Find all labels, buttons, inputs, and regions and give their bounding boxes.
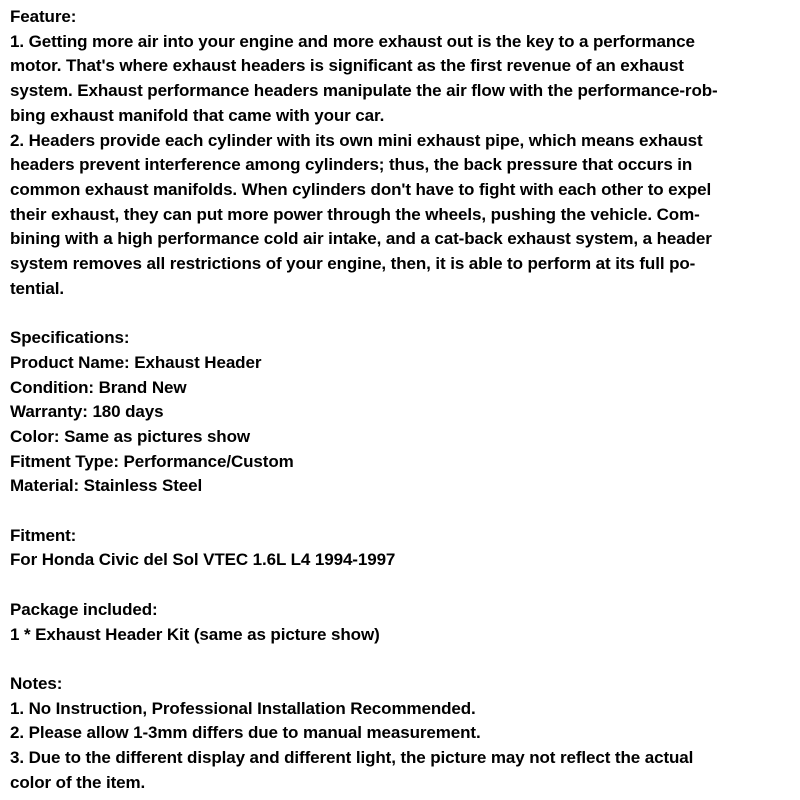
text-line: 1 * Exhaust Header Kit (same as picture show) <box>10 624 380 644</box>
text-line: system. Exhaust performance headers manipulate the air flow with the performance-rob- <box>10 81 718 101</box>
section-feature <box>10 5 800 301</box>
text-line: bining with a high performance cold air intake, and a cat-back exhaust system, a header <box>10 229 712 249</box>
text-line: Product Name: Exhaust Header <box>10 352 262 372</box>
text-line: 1. Getting more air into your engine and more exhaust out is the key to a performance <box>10 31 695 51</box>
section-heading: Fitment: <box>10 525 77 545</box>
text-line: Warranty: 180 days <box>10 402 164 422</box>
text-line: Fitment Type: Performance/Custom <box>10 451 294 471</box>
section-heading: Notes: <box>10 673 63 693</box>
section-notes <box>10 672 800 796</box>
section-package-included <box>10 598 800 647</box>
text-line: 2. Headers provide each cylinder with its own mini exhaust pipe, which means exhaust <box>10 130 703 150</box>
text-line: bing exhaust manifold that came with your car. <box>10 105 385 125</box>
section-heading: Specifications: <box>10 328 130 348</box>
text-line: 2. Please allow 1-3mm differs due to manual measurement. <box>10 723 481 743</box>
text-line: color of the item. <box>10 772 146 792</box>
text-line: 3. Due to the different display and different light, the picture may not reflect the actual <box>10 748 694 768</box>
text-line: tential. <box>10 278 64 298</box>
text-line: their exhaust, they can put more power through the wheels, pushing the vehicle. Com- <box>10 204 700 224</box>
text-line: Color: Same as pictures show <box>10 426 250 446</box>
section-heading: Feature: <box>10 7 77 26</box>
text-line: common exhaust manifolds. When cylinders don't have to fight with each other to expel <box>10 179 712 199</box>
section-fitment <box>10 524 800 573</box>
text-line: motor. That's where exhaust headers is significant as the first revenue of an exhaust <box>10 56 684 76</box>
section-specifications <box>10 326 800 499</box>
text-line: Condition: Brand New <box>10 377 187 397</box>
text-line: headers prevent interference among cylinders; thus, the back pressure that occurs in <box>10 155 693 175</box>
section-heading: Package included: <box>10 599 158 619</box>
text-line: For Honda Civic del Sol VTEC 1.6L L4 1994-1997 <box>10 550 396 570</box>
text-line: Material: Stainless Steel <box>10 476 203 496</box>
text-line: 1. No Instruction, Professional Installation Recommended. <box>10 698 476 718</box>
text-line: system removes all restrictions of your engine, then, it is able to perform at its full po- <box>10 254 696 274</box>
